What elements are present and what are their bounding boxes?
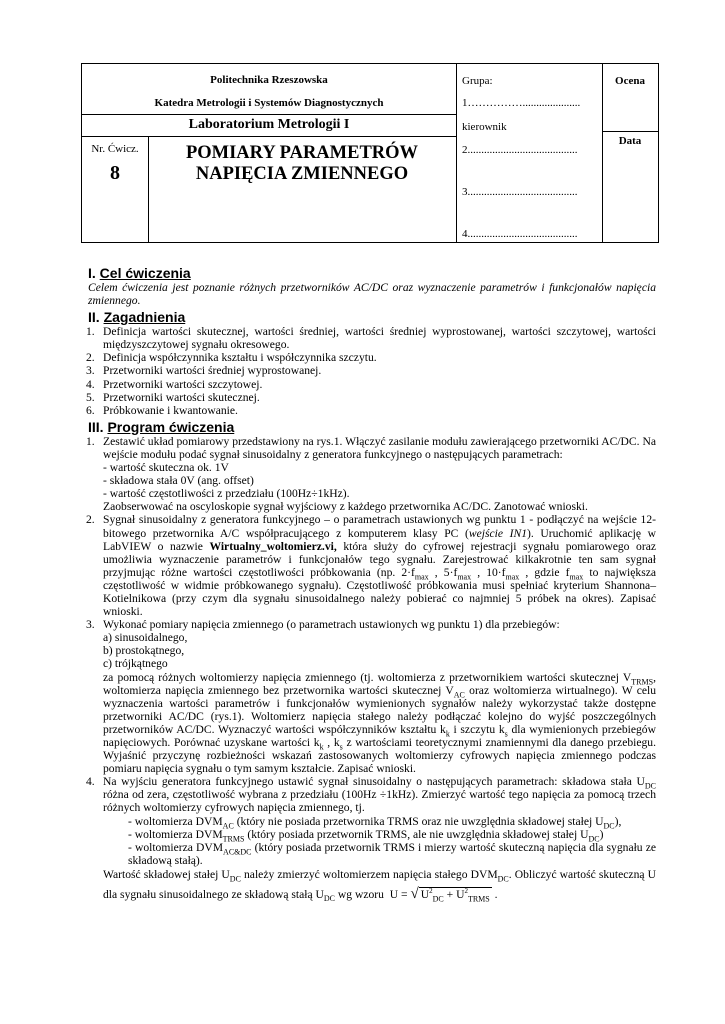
program-item-1-note: Zaobserwować na oscyloskopie sygnał wyjściowy z każdego przetwornika AC/DC. Zanotować wnioski. [103, 500, 588, 514]
divider [456, 64, 457, 242]
divider [82, 136, 456, 137]
divider [602, 131, 658, 132]
document-body [88, 264, 656, 903]
program-item-2-text: Sygnał sinusoidalny z generatora funkcyjnego – o parametrach ustawionych wg punktu 1 - podłączyć na wejście 12-bitowego przetwornika A/C współpracującego z komputerem klasy PC (wejście IN1). Uruchomić aplikację w LabVIEW o nazwie Wirtualny_woltomierz.vi, która służy do cyfrowej rejestracji sygnału pomiarowego oraz umożliwia wyznaczenie parametrów i funkcjonałów tego sygnału. Zarejestrować kilkakrotnie ten sam sygnał przyjmując różne wartości częstotliwości próbkowania (np. $2\cdot f_{max}$ , $5\cdot f_{max}$ , $10\cdot f_{max}$ , gdzie $f_{max}$ to największa częstotliwość w widmie próbkowanego sygnału). Częstotliwość próbkowania musi spełniać kryterium Shannona–Kotielnikowa (przy czym dla sygnału sinusoidalnego należy pobierać co najmniej 5 próbek na okres). Zapisać wnioski. [103, 513, 657, 619]
section-1-number: I. [88, 265, 96, 281]
list-item-text: Definicja wartości skutecznej, wartości średniej, wartości średniej wyprostowanej, wartości szczytowej, wartości międzyszczytowej sygnału okresowego. [103, 325, 656, 352]
section-2-title: Zagadnienia [103, 309, 186, 326]
dvm-ac-item: - woltomierza $DVM_{AC}$ (który nie posiada przetwornika TRMS oraz nie uwzględnia składowej stałej $U_{DC}$), [128, 814, 622, 830]
param-rms: - wartość skuteczna ok. 1V [103, 461, 229, 475]
department-name: Katedra Metrologii i Systemów Diagnostycznych [154, 97, 384, 109]
exercise-title-line2: NAPIĘCIA ZMIENNEGO [195, 164, 409, 184]
divider [602, 64, 603, 242]
sqrt-icon: √ [410, 885, 419, 902]
list-item: 4. Przetworniki wartości szczytowej. [86, 377, 263, 391]
waveform-sine: a) sinusoidalnego, [103, 631, 188, 645]
exercise-title-line1: POMIARY PARAMETRÓW [185, 143, 419, 163]
dvm-trms-item: - woltomierza $DVM_{TRMS}$ (który posiada przetwornik TRMS, ale nie uwzględnia składowej stałej $U_{DC}$) [128, 827, 604, 843]
list-item-text: Próbkowanie i kwantowanie. [103, 403, 238, 417]
date-label: Data [618, 135, 642, 147]
program-item-4: 4. Na wyjściu generatora funkcyjnego ustawić sygnał sinusoidalny o następujących parametrach: składowa stała $U_{DC}$ różna od zera, częstotliwość wybrana z przedziału (100Hz ÷1kHz). Zmierzyć wartość tego napięcia za pomocą trzech różnych woltomierzy cyfrowych napięcia zmiennego, tj. - woltomierza $DVM_{AC}$ (który nie posiada przetwornika TRMS oraz nie uwzględnia składowej stałej $U_{DC}$), - woltomierza $DVM_{TRMS}$ (który posiada przetwornik TRMS, ale nie uwzględnia składowej stałej $U_{DC}$) - woltomierza $DVM_{AC\&DC}$ (który posiada przetwornik TRMS i mierzy wartość skuteczną napięcia dla sygnału ze składową stałą). Wartość składowej stałej $U_{DC}$ należy zmierzyć woltomierzem napięcia stałego $DVM_{DC}$. Obliczyć wartość skuteczną U dla sygnału sinusoidalnego ze składową stałą $U_{DC}$ wg wzoru U = √ $U^2_{DC} + U^2_{TRMS}$ . [86, 775, 656, 904]
section-1-text: Celem ćwiczenia jest poznanie różnych przetworników AC/DC oraz wyznaczenie parametrów i funkcjonałów napięcia zmiennego. [88, 281, 656, 308]
group-label: Grupa: [462, 75, 493, 87]
section-3-heading [88, 419, 656, 435]
divider [82, 114, 456, 115]
university-name: Politechnika Rzeszowska [210, 74, 328, 86]
lab-name: Laboratorium Metrologii I [188, 117, 350, 132]
program-list [88, 435, 656, 903]
dvm-acdc-item: - woltomierza $DVM_{AC\&DC}$ (który posiada przetwornik TRMS i mierzy wartość skuteczną napięcia dla sygnału ze składową stałą). [128, 840, 656, 867]
list-item: 3. Przetworniki wartości średniej wyprostowanej. [86, 364, 322, 378]
program-item-2: 2. Sygnał sinusoidalny z generatora funkcyjnego – o parametrach ustawionych wg punktu 1 - podłączyć na wejście 12-bitowego przetwornika A/C współpracującego z komputerem klasy PC (wejście IN1). Uruchomić aplikację w LabVIEW o nazwie Wirtualny_woltomierz.vi, która służy do cyfrowej rejestracji sygnału pomiarowego oraz umożliwia wyznaczenie parametrów i funkcjonałów tego sygnału. Zarejestrować kilkakrotnie ten sam sygnał przyjmując różne wartości częstotliwości próbkowania (np. $2\cdot f_{max}$ , $5\cdot f_{max}$ , $10\cdot f_{max}$ , gdzie $f_{max}$ to największa częstotliwość w widmie próbkowanego sygnału). Częstotliwość próbkowania musi spełniać kryterium Shannona–Kotielnikowa (przy czym dla sygnału sinusoidalnego należy pobierać co najmniej 5 próbek na okres). Zapisać wnioski. [86, 513, 657, 619]
exercise-number: 8 [110, 162, 120, 184]
member-3-field[interactable]: 3........................................ [462, 186, 578, 198]
grade-label: Ocena [615, 75, 645, 87]
waveform-square: b) prostokątnego, [103, 644, 185, 658]
leader-label: kierownik [462, 121, 507, 133]
waveform-triangle: c) trójkątnego [103, 657, 168, 671]
list-item: 1. Definicja wartości skutecznej, wartości średniej, wartości średniej wyprostowanej, wartości szczytowej, wartości międzyszczytowej sygnału okresowego. [86, 325, 656, 352]
list-item-text: Definicja współczynnika kształtu i współczynnika szczytu. [103, 351, 377, 365]
list-item: 5. Przetworniki wartości skutecznej. [86, 390, 260, 404]
program-item-1-text: Zestawić układ pomiarowy przedstawiony na rys.1. Włączyć zasilanie modułu zawierającego przetworniki AC/DC. Na wejście modułu podać sygnał sinusoidalny z generatora funkcyjnego o następujących parametrach: [103, 434, 656, 461]
list-item: 6. Próbkowanie i kwantowanie. [86, 403, 238, 417]
exercise-title [148, 143, 456, 185]
section-1-heading [88, 265, 656, 281]
section-3-title: Program ćwiczenia [107, 418, 235, 435]
program-item-3-intro: Wykonać pomiary napięcia zmiennego (o parametrach ustawionych wg punktu 1) dla przebiegów: [103, 618, 560, 632]
section-1-title: Cel ćwiczenia [99, 265, 191, 281]
list-item-text: Przetworniki wartości skutecznej. [103, 390, 260, 404]
param-frequency: - wartość częstotliwości z przedziału (100Hz÷1kHz). [103, 487, 350, 501]
member-4-field[interactable]: 4........................................ [462, 228, 578, 240]
section-3-number: III. [88, 418, 104, 435]
program-item-4-text: Na wyjściu generatora funkcyjnego ustawić sygnał sinusoidalny o następujących parametrach: składowa stała $U_{DC}$ różna od zera, częstotliwość wybrana z przedziału (100Hz ÷1kHz). Zmierzyć wartość tego napięcia za pomocą trzech różnych woltomierzy cyfrowych napięcia zmiennego, tj. [103, 775, 656, 815]
section-2-heading [88, 309, 656, 325]
param-offset: - składowa stała 0V (ang. offset) [103, 474, 254, 488]
rms-formula: U = √ $U^2_{DC} + U^2_{TRMS}$ [389, 885, 490, 904]
member-1-field[interactable]: 1……………..................... [462, 97, 581, 109]
program-item-3-text: za pomocą różnych woltomierzy napięcia zmiennego (tj. woltomierza z przetwornikiem wartości skutecznej $V_{TRMS}$, woltomierza napięcia zmiennego bez przetwornika wartości skutecznej $V_{AC}$ oraz woltomierza wirtualnego). W celu wyznaczenia wartości parametrów i funkcjonałów wymienionych sygnałów należy wykorzystać także dostępne przetworniki AC/DC (rys.1). Woltomierz napięcia stałego należy podłączać kolejno do wyjść poszczególnych przetworników AC/DC. Wyznaczyć wartości współczynników kształtu $k_k$ i szczytu $k_s$ dla wymienionych przebiegów napięciowych. Porównać uzyskane wartości $k_k$ , $k_s$ z wartościami teoretycznymi znamiennymi dla danego przebiegu. Wyjaśnić przyczynę rozbieżności wskazań zastosowanych woltomierzy cyfrowych napięcia zmiennego podczas pomiaru napięcia sygnału o tym samym kształcie. Zapisać wnioski. [103, 670, 657, 776]
member-2-field[interactable]: 2........................................ [462, 144, 578, 156]
program-item-1: 1. Zestawić układ pomiarowy przedstawiony na rys.1. Włączyć zasilanie modułu zawierającego przetworniki AC/DC. Na wejście modułu podać sygnał sinusoidalny z generatora funkcyjnego o następujących parametrach: - wartość skuteczna ok. 1V - składowa stała 0V (ang. offset) - wartość częstotliwości z przedziału (100Hz÷1kHz). Zaobserwować na oscyloskopie sygnał wyjściowy z każdego przetwornika AC/DC. Zanotować wnioski. [86, 434, 656, 514]
list-item-text: Przetworniki wartości średniej wyprostowanej. [103, 364, 322, 378]
section-2-number: II. [88, 309, 100, 326]
program-item-4-formula-text: Wartość składowej stałej $U_{DC}$ należy zmierzyć woltomierzem napięcia stałego $DVM_{DC}$. Obliczyć wartość skuteczną U dla sygnału sinusoidalnego ze składową stałą $U_{DC}$ wg wzoru U = √ $U^2_{DC} + U^2_{TRMS}$ . [103, 867, 656, 904]
program-item-3: 3. Wykonać pomiary napięcia zmiennego (o parametrach ustawionych wg punktu 1) dla przebiegów: a) sinusoidalnego, b) prostokątnego, c) trójkątnego za pomocą różnych woltomierzy napięcia zmiennego (tj. woltomierza z przetwornikiem wartości skutecznej $V_{TRMS}$, woltomierza napięcia zmiennego bez przetwornika wartości skutecznej $V_{AC}$ oraz woltomierza wirtualnego). W celu wyznaczenia wartości parametrów i funkcjonałów wymienionych sygnałów należy wykorzystać także dostępne przetworniki AC/DC (rys.1). Woltomierz napięcia stałego należy podłączać kolejno do wyjść poszczególnych przetworników AC/DC. Wyznaczyć wartości współczynników kształtu $k_k$ i szczytu $k_s$ dla wymienionych przebiegów napięciowych. Porównać uzyskane wartości $k_k$ , $k_s$ z wartościami teoretycznymi znamiennymi dla danego przebiegu. Wyjaśnić przyczynę rozbieżności wskazań zastosowanych woltomierzy cyfrowych napięcia zmiennego podczas pomiaru napięcia sygnału o tym samym kształcie. Zapisać wnioski. [86, 618, 657, 776]
exercise-number-label: Nr. Ćwicz. [91, 143, 139, 155]
header-table [81, 63, 659, 243]
topics-list [88, 325, 656, 417]
list-item: 2. Definicja współczynnika kształtu i współczynnika szczytu. [86, 351, 377, 365]
list-item-text: Przetworniki wartości szczytowej. [103, 377, 263, 391]
